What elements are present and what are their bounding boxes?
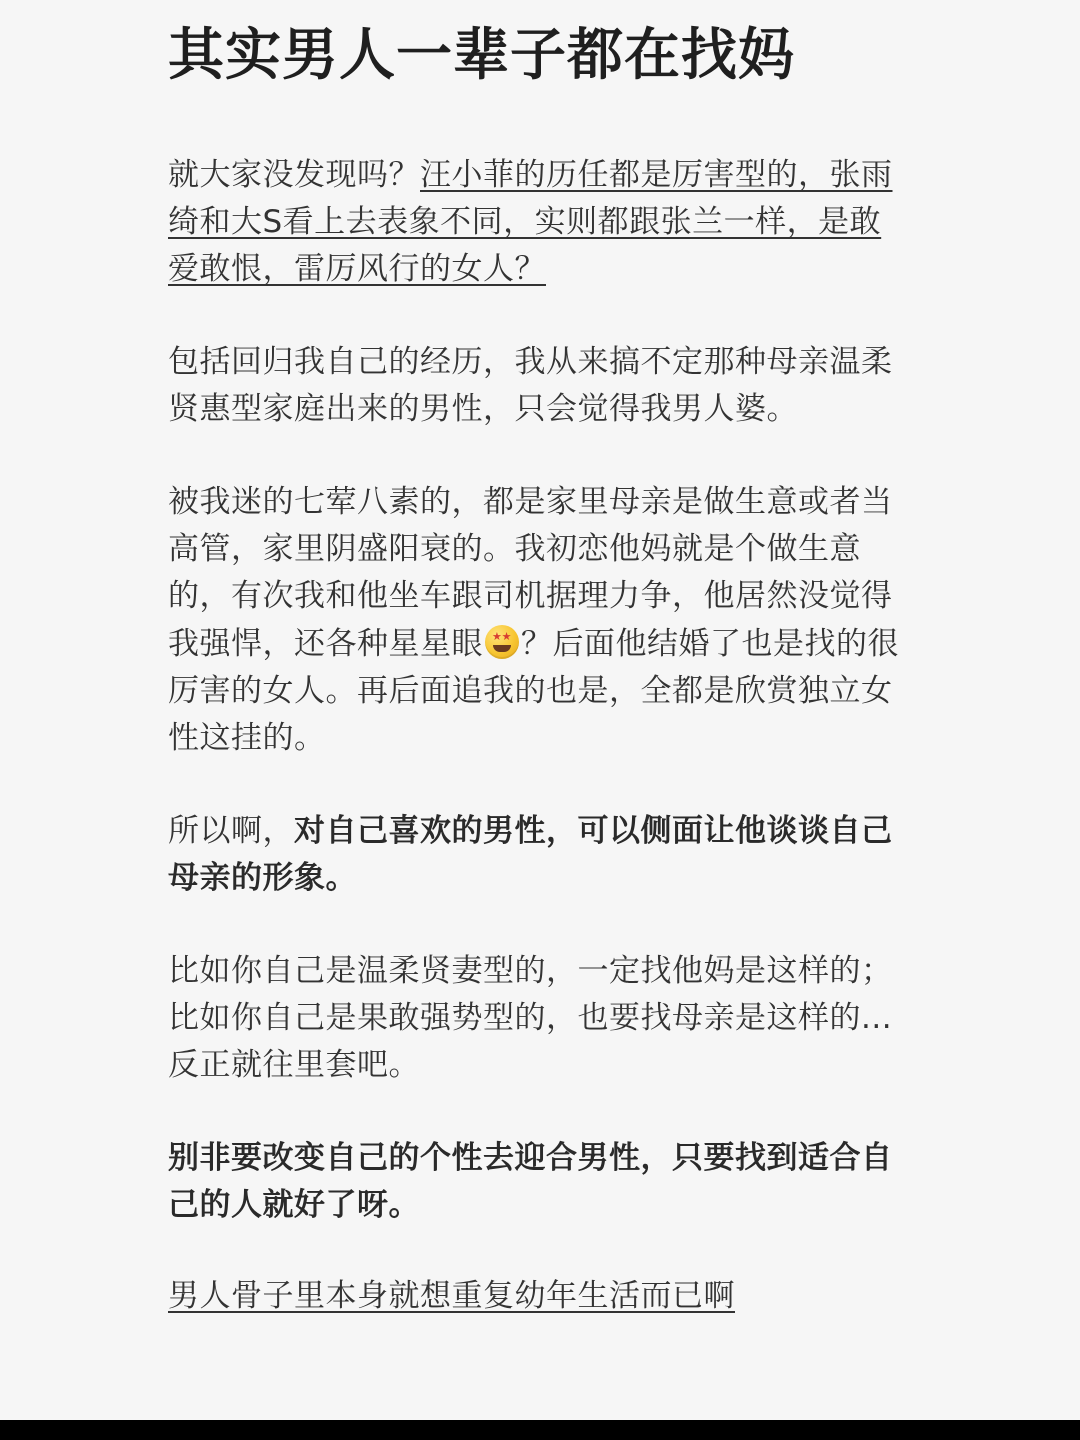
paragraph-1-prefix: 就大家没发现吗？	[168, 157, 420, 193]
paragraph-3-text-after-emoji: ？后面他结婚了也是找的很厉害的女人。再后面追我的也是，全都是欣赏独立女性这挂的。	[168, 626, 899, 756]
article-title: 其实男人一辈子都在找妈	[168, 23, 795, 88]
paragraph-6-bold: 别非要改变自己的个性去迎合男性，只要找到适合自己的人就好了呀。	[168, 1140, 893, 1223]
emoji-mouth	[493, 645, 511, 652]
paragraph-4	[168, 808, 908, 902]
article-content	[168, 18, 908, 1366]
paragraph-2: 包括回归我自己的经历，我从来搞不定那种母亲温柔贤惠型家庭出来的男性，只会觉得我男人婆。	[168, 344, 893, 427]
paragraph-1	[168, 152, 908, 293]
paragraph-3	[168, 479, 908, 762]
paragraph-5: 比如你自己是温柔贤妻型的，一定找他妈是这样的；比如你自己是果敢强势型的，也要找母亲是这样的...反正就往里套吧。	[168, 953, 893, 1083]
paragraph-4-normal-text: 所以啊，	[168, 813, 294, 849]
paragraph-1-underlined-text: 汪小菲的历任都是厉害型的，张雨绮和大S看上去表象不同，实则都跟张兰一样，是敢爱敢恨，雷厉风行的女人？	[168, 157, 893, 287]
paragraph-4-bold-text: 对自己喜欢的男性，可以侧面让他谈谈自己母亲的形象。	[168, 813, 893, 896]
paragraph-7-underlined: 男人骨子里本身就想重复幼年生活而已啊	[168, 1278, 735, 1314]
cropped-header-fragment	[430, 0, 640, 2]
paragraph-3-text-before-emoji: 被我迷的七荤八素的，都是家里母亲是做生意或者当高管，家里阴盛阳衰的。我初恋他妈就是个做生意的，有次我和他坐车跟司机据理力争，他居然没觉得我强悍，还各种星星眼	[168, 484, 893, 662]
star-struck-emoji-icon	[485, 625, 519, 659]
bottom-black-bar	[0, 1420, 1080, 1440]
